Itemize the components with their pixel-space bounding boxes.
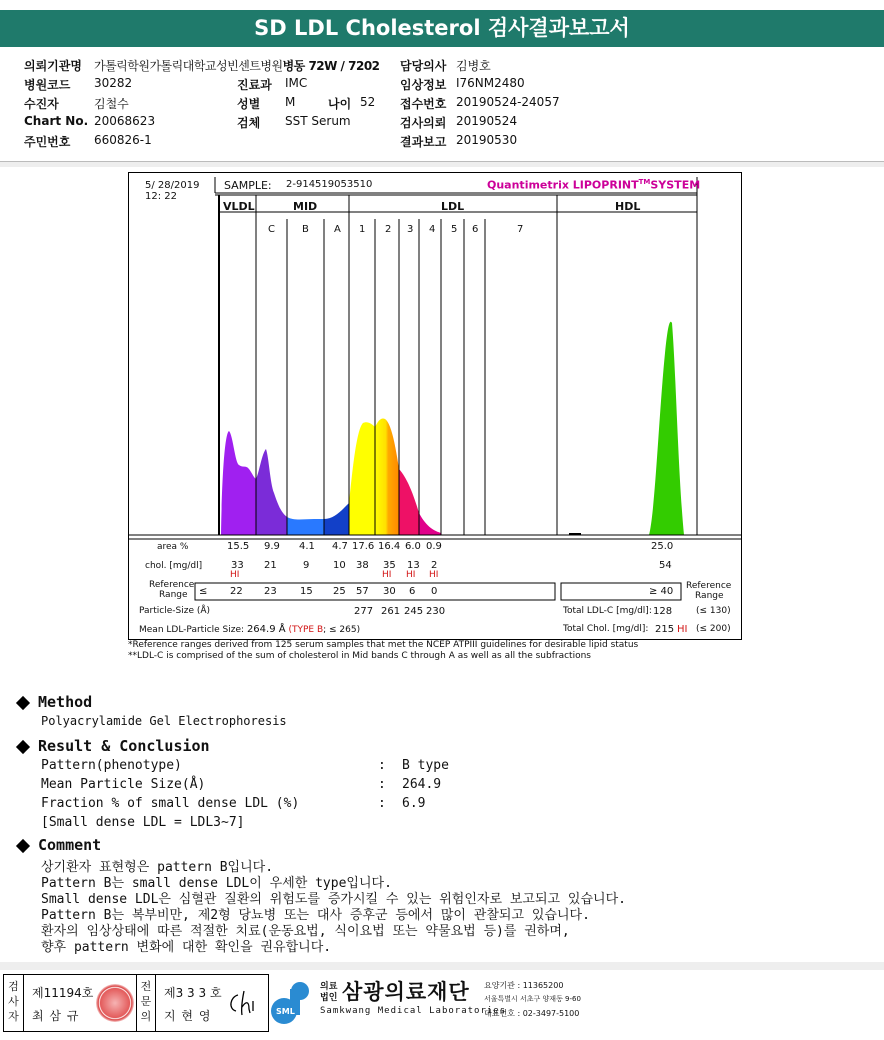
total-chol-value: 215 xyxy=(655,624,675,635)
area-value: 6.0 xyxy=(405,541,421,552)
area-value: 16.4 xyxy=(378,541,401,552)
sml-mark: SML xyxy=(276,1007,295,1016)
band-label: A xyxy=(334,224,341,235)
chol-value: 38 xyxy=(356,560,369,571)
hi-flag: HI xyxy=(406,570,416,580)
hdl-chol: 54 xyxy=(659,560,672,571)
chol-value: 13 xyxy=(407,560,420,571)
chol-value: 2 xyxy=(431,560,438,571)
total-ldl-ref: (≤ 130) xyxy=(696,606,731,616)
band-label: 1 xyxy=(359,224,366,235)
ref-value: 25 xyxy=(333,586,346,597)
bullet-icon xyxy=(16,740,30,754)
report-date-value: 20190530 xyxy=(456,133,518,147)
age-label: 나이 xyxy=(328,97,352,111)
comment-line: 향후 pattern 변화에 대한 확인을 권유합니다. xyxy=(41,940,332,955)
ldl3-peak xyxy=(399,469,419,535)
result-row-label: Pattern(phenotype) xyxy=(41,758,182,773)
ref-value: 23 xyxy=(264,586,277,597)
group-mid: MID xyxy=(293,200,318,213)
footnote-ldlc: **LDL-C is comprised of the sum of cholesterol in Mid bands C through A as well as all the subfractions xyxy=(128,651,591,661)
total-ldl-label: Total LDL-C [mg/dl]: xyxy=(563,606,652,616)
ref-value: 22 xyxy=(230,586,243,597)
particle-value: 261 xyxy=(381,606,401,617)
ref-value: 0 xyxy=(431,586,438,597)
result-row-colon: : xyxy=(378,777,386,792)
foundation-address: 서울특별시 서초구 양재동 9-60 xyxy=(484,995,581,1003)
hdl-peak xyxy=(649,322,684,535)
examiner-license: 제11194호 xyxy=(32,986,94,1000)
ref-value: 30 xyxy=(383,586,396,597)
ref-label: Reference xyxy=(149,580,195,590)
result-heading: Result & Conclusion xyxy=(18,737,210,755)
clinical-info-value: I76NM2480 xyxy=(456,76,525,90)
band-label: 4 xyxy=(429,224,436,235)
chol-value: 21 xyxy=(264,560,277,571)
chart-no-label: Chart No. xyxy=(24,114,89,128)
examiner-column: 검사자 xyxy=(4,975,24,1031)
seal-stamp xyxy=(96,984,134,1022)
ref-value: 6 xyxy=(409,586,416,597)
area-value: 9.9 xyxy=(264,541,280,552)
total-ldl-value: 128 xyxy=(653,606,673,617)
handwritten-signature xyxy=(224,987,262,1019)
institution-code: 요양기관 : 11365200 xyxy=(484,981,564,990)
clinical-info-label: 임상정보 xyxy=(400,78,447,92)
hospital-code-value: 30282 xyxy=(94,76,133,90)
specialist-name: 지 현 영 xyxy=(164,1009,212,1023)
signature-box xyxy=(3,974,269,1032)
request-date-label: 검사의뢰 xyxy=(400,116,447,130)
vldl-peak xyxy=(221,431,256,535)
area-value: 4.1 xyxy=(299,541,315,552)
accession-label: 접수번호 xyxy=(400,97,447,111)
ldl4-peak xyxy=(419,513,441,535)
examiner-name: 최 삼 규 xyxy=(32,1009,80,1023)
ref-value: 15 xyxy=(300,586,313,597)
lipoprint-date: 5/ 28/2019 xyxy=(145,180,200,191)
area-value: 0.9 xyxy=(426,541,442,552)
area-value: 17.6 xyxy=(352,541,375,552)
footer-divider xyxy=(0,962,884,970)
ref-right-label: Range xyxy=(695,591,724,601)
doctor-value: 김병호 xyxy=(456,59,491,73)
sample-id: 2-914519053510 xyxy=(286,179,373,190)
result-row-label: Mean Particle Size(Å) xyxy=(41,777,206,792)
particle-value: 230 xyxy=(426,606,446,617)
lipoprint-time: 12: 22 xyxy=(145,191,177,202)
hi-flag: HI xyxy=(382,570,392,580)
sample-label: SAMPLE: xyxy=(224,179,272,192)
foundation-english: Samkwang Medical Laboratories xyxy=(320,1006,507,1016)
particle-value: 277 xyxy=(354,606,374,617)
ref-label: Range xyxy=(159,590,188,600)
result-row-value: 6.9 xyxy=(402,796,426,811)
chol-label: chol. [mg/dl] xyxy=(145,561,203,571)
specialist-column: 전문의 xyxy=(136,975,156,1031)
divider-band xyxy=(0,162,884,167)
institution-label: 의뢰기관명 xyxy=(24,59,82,73)
sml-logo-icon xyxy=(270,977,316,1027)
total-chol-ref: (≤ 200) xyxy=(696,624,731,634)
result-row-value: B type xyxy=(402,758,449,773)
particle-label: Particle-Size (Å) xyxy=(139,606,211,616)
group-hdl: HDL xyxy=(615,200,641,213)
bullet-icon xyxy=(16,839,30,853)
result-row-value: 264.9 xyxy=(402,777,442,792)
foundation-phone: 대표번호 : 02-3497-5100 xyxy=(484,1009,580,1018)
hospital-code-label: 병원코드 xyxy=(24,78,71,92)
report-title: SD LDL Cholesterol 검사결과보고서 xyxy=(0,10,884,47)
department-value: IMC xyxy=(285,76,308,90)
group-ldl: LDL xyxy=(441,200,465,213)
corp-mark: 법인 xyxy=(320,993,338,1003)
comment-line: Small dense LDL은 심혈관 질환의 위험도를 증가시킬 수 있는 위험인자로 보고되고 있습니다. xyxy=(41,892,626,907)
mid-b-peak xyxy=(287,517,324,535)
lipoprint-brand: Quantimetrix LIPOPRINT™SYSTEM xyxy=(487,178,701,192)
report-date-label: 결과보고 xyxy=(400,135,447,149)
result-note: [Small dense LDL = LDL3~7] xyxy=(41,815,245,830)
examinee-label: 수진자 xyxy=(24,97,59,111)
particle-value: 245 xyxy=(404,606,424,617)
area-value: 4.7 xyxy=(332,541,348,552)
total-chol-label: Total Chol. [mg/dl]: xyxy=(563,624,649,634)
specimen-value: SST Serum xyxy=(285,114,351,128)
comment-line: Pattern B는 small dense LDL이 우세한 type입니다. xyxy=(41,876,392,891)
institution-value: 가톨릭학원가톨릭대학교성빈센트병원병동 72W / 7202 xyxy=(94,59,380,73)
accession-value: 20190524-24057 xyxy=(456,95,560,109)
foundation-name: 삼광의료재단 xyxy=(342,980,470,1004)
ref-value: 57 xyxy=(356,586,369,597)
lipoprint-report xyxy=(128,172,742,640)
request-date-value: 20190524 xyxy=(456,114,518,128)
footnote-reference: *Reference ranges derived from 125 serum samples that met the NCEP ATPIII guidelines for desirable lipid status xyxy=(128,640,639,650)
mid-c-peak xyxy=(256,449,287,535)
corp-mark: 의료 xyxy=(320,982,338,992)
area-value: 15.5 xyxy=(227,541,250,552)
ldl2-peak xyxy=(375,418,399,535)
ref-symbol: ≤ xyxy=(199,586,208,597)
ldl1-peak xyxy=(349,422,375,535)
band-label: 5 xyxy=(451,224,458,235)
comment-line: 환자의 임상상태에 따른 적절한 치료(운동요법, 식이요법 또는 약물요법 등)를 권하며, xyxy=(41,924,570,939)
mid-a-peak xyxy=(324,503,349,535)
comment-heading: Comment xyxy=(18,836,101,854)
band-label: C xyxy=(268,224,275,235)
doctor-label: 담당의사 xyxy=(400,59,447,73)
hi-flag: HI xyxy=(230,570,240,580)
samkwang-logo xyxy=(270,975,884,1030)
result-row-label: Fraction % of small dense LDL (%) xyxy=(41,796,300,811)
comment-line: 상기환자 표현형은 pattern B입니다. xyxy=(41,860,274,875)
patient-info xyxy=(0,55,884,161)
examinee-value: 김철수 xyxy=(94,97,129,111)
ref-right-label: Reference xyxy=(686,581,732,591)
specimen-label: 검체 xyxy=(237,116,261,130)
chol-value: 33 xyxy=(231,560,244,571)
total-chol-hi: HI xyxy=(677,624,688,635)
hi-flag: HI xyxy=(429,570,439,580)
chol-value: 10 xyxy=(333,560,346,571)
method-text: Polyacrylamide Gel Electrophoresis xyxy=(41,714,287,728)
bullet-icon xyxy=(16,696,30,710)
rrn-value: 660826-1 xyxy=(94,133,152,147)
result-row-colon: : xyxy=(378,758,386,773)
hdl-ref: ≥ 40 xyxy=(649,586,674,597)
specialist-license: 제3 3 3 호 xyxy=(164,986,222,1000)
department-label: 진료과 xyxy=(237,78,272,92)
chol-value: 35 xyxy=(383,560,396,571)
method-heading: Method xyxy=(18,693,92,711)
band-label: 2 xyxy=(385,224,392,235)
age-value: 52 xyxy=(360,95,376,109)
sex-label: 성별 xyxy=(237,97,261,111)
chart-no-value: 20068623 xyxy=(94,114,156,128)
band-label: 7 xyxy=(517,224,524,235)
chol-value: 9 xyxy=(303,560,310,571)
result-row-colon: : xyxy=(378,796,386,811)
rrn-label: 주민번호 xyxy=(24,135,71,149)
band-label: 6 xyxy=(472,224,479,235)
area-label: area % xyxy=(157,542,189,552)
band-label: B xyxy=(302,224,309,235)
band-label: 3 xyxy=(407,224,414,235)
sex-value: M xyxy=(285,95,296,109)
comment-line: Pattern B는 복부비만, 제2형 당뇨병 또는 대사 증후군 등에서 많이 관찰되고 있습니다. xyxy=(41,908,590,923)
hdl-area: 25.0 xyxy=(651,541,674,552)
mean-size: Mean LDL-Particle Size: 264.9 Å (TYPE B; ≤ 265) xyxy=(139,624,361,635)
group-vldl: VLDL xyxy=(223,200,255,213)
